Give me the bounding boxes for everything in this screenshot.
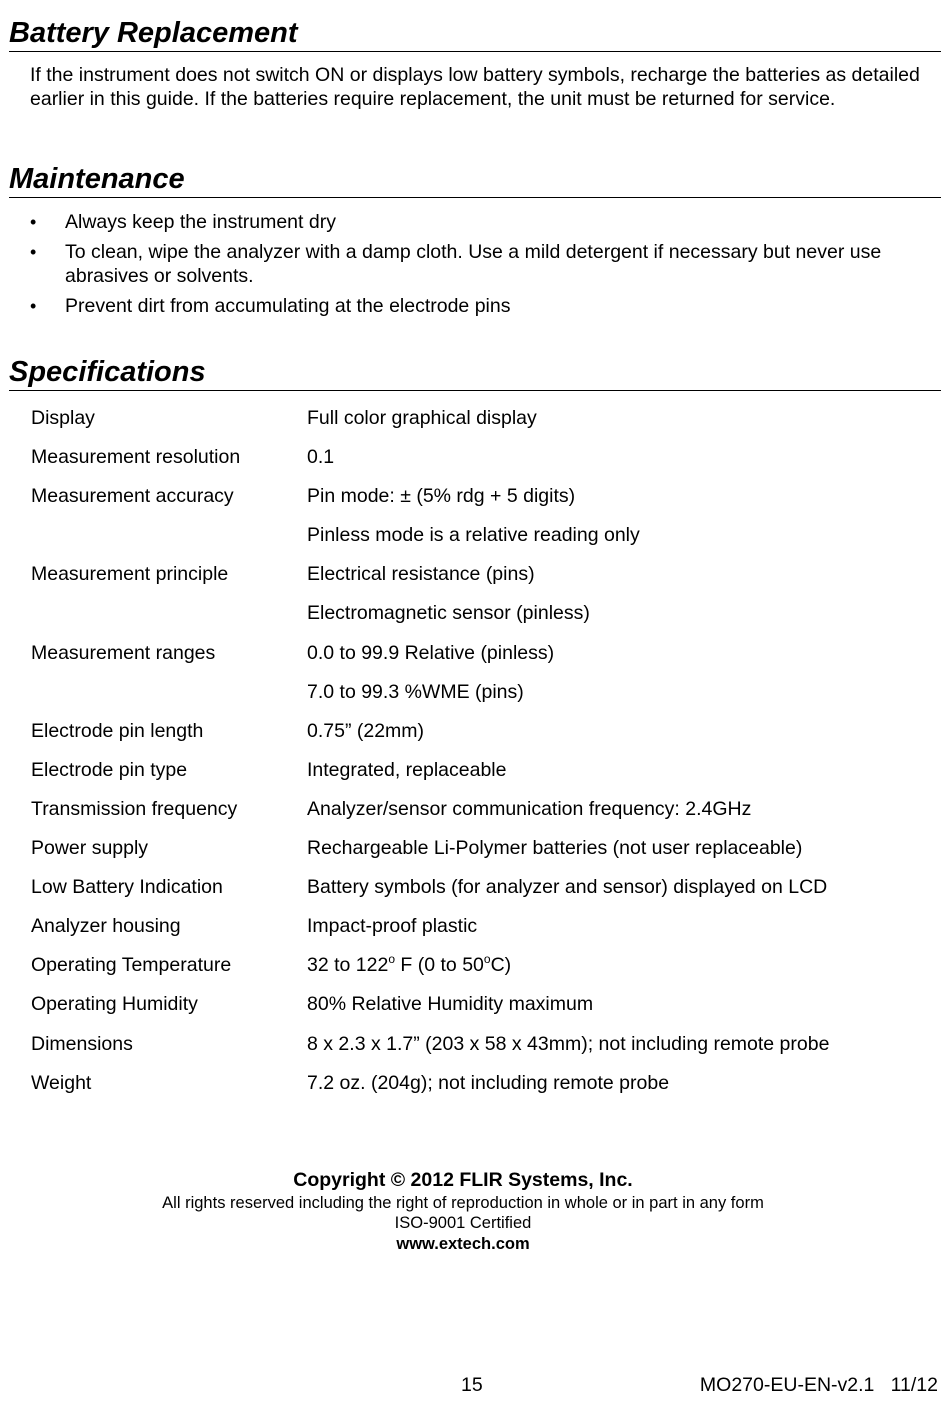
document-id: MO270-EU-EN-v2.1 11/12	[699, 1374, 938, 1396]
spec-value: Pinless mode is a relative reading only	[307, 524, 640, 547]
spec-row-operating-temperature	[31, 951, 931, 990]
spec-row	[31, 443, 931, 482]
spec-row	[31, 717, 931, 756]
spec-value: 7.0 to 99.3 %WME (pins)	[307, 680, 524, 703]
spec-value: 0.75” (22mm)	[307, 719, 425, 742]
iso-certification: ISO-9001 Certified	[394, 1214, 532, 1232]
maintenance-list	[0, 210, 940, 324]
maintenance-item: • Always keep the instrument dry	[0, 210, 940, 234]
spec-label: Display	[31, 407, 95, 429]
spec-label: Measurement principle	[31, 563, 229, 586]
spec-row	[31, 756, 931, 795]
spec-row	[31, 521, 931, 560]
spec-label: Measurement ranges	[31, 641, 216, 664]
spec-row	[31, 639, 931, 678]
spec-value: Pin mode: ± (5% rdg + 5 digits)	[307, 485, 576, 508]
temp-range-c: F (0 to 50	[395, 954, 484, 977]
spec-label	[31, 599, 307, 638]
spec-row	[31, 873, 931, 912]
spec-label	[31, 678, 307, 717]
spec-value: Electromagnetic sensor (pinless)	[307, 602, 590, 625]
temp-range-f: 32 to 122	[307, 954, 389, 977]
page-number: 15	[461, 1374, 483, 1396]
spec-label	[31, 521, 307, 560]
spec-value: Impact-proof plastic	[307, 915, 478, 938]
spec-row	[31, 990, 931, 1029]
spec-value: Battery symbols (for analyzer and sensor) displayed on LCD	[307, 876, 828, 899]
spec-label: Operating Temperature	[31, 954, 232, 977]
spec-row	[31, 599, 931, 638]
degree-symbol: o	[483, 952, 491, 967]
spec-label: Weight	[31, 1071, 92, 1094]
spec-value: 0.1	[307, 446, 335, 469]
spec-value: Electrical resistance (pins)	[307, 563, 535, 586]
spec-value: Rechargeable Li-Polymer batteries (not user replaceable)	[307, 837, 803, 860]
spec-label: Transmission frequency	[31, 797, 238, 820]
spec-value	[307, 951, 931, 990]
spec-value: 8 x 2.3 x 1.7” (203 x 58 x 43mm); not including remote probe	[307, 1032, 830, 1055]
spec-label: Analyzer housing	[31, 915, 181, 938]
spec-value: 0.0 to 99.9 Relative (pinless)	[307, 641, 555, 664]
spec-value: Analyzer/sensor communication frequency: 2.4GHz	[307, 797, 752, 820]
spec-row	[31, 482, 931, 521]
spec-label: Power supply	[31, 837, 149, 860]
spec-label: Low Battery Indication	[31, 876, 223, 899]
spec-row	[31, 834, 931, 873]
maintenance-heading: Maintenance	[9, 162, 941, 198]
spec-label: Electrode pin type	[31, 758, 188, 781]
spec-row	[31, 1030, 931, 1069]
spec-label: Measurement resolution	[31, 446, 241, 469]
spec-row	[31, 1069, 931, 1108]
spec-row	[31, 404, 931, 443]
spec-row	[31, 560, 931, 599]
copyright-notice: Copyright © 2012 FLIR Systems, Inc.	[293, 1169, 633, 1191]
spec-value: Full color graphical display	[307, 407, 537, 429]
spec-row	[31, 912, 931, 951]
spec-value: 80% Relative Humidity maximum	[307, 993, 594, 1016]
maintenance-item: • To clean, wipe the analyzer with a damp cloth. Use a mild detergent if necessary but never use abrasives or solvents.	[0, 240, 940, 288]
temp-unit-c: C)	[490, 954, 512, 977]
battery-replacement-heading: Battery Replacement	[9, 16, 941, 52]
spec-row	[31, 795, 931, 834]
specifications-heading: Specifications	[9, 355, 941, 391]
spec-value: Integrated, replaceable	[307, 758, 507, 781]
rights-statement: All rights reserved including the right of reproduction in whole or in part in any form	[162, 1194, 764, 1212]
spec-label: Operating Humidity	[31, 993, 198, 1016]
specifications-table	[31, 404, 931, 1108]
degree-symbol: o	[388, 952, 396, 967]
spec-label: Measurement accuracy	[31, 485, 234, 508]
spec-value: 7.2 oz. (204g); not including remote probe	[307, 1071, 670, 1094]
spec-label: Dimensions	[31, 1032, 133, 1055]
spec-row	[31, 678, 931, 717]
spec-label: Electrode pin length	[31, 719, 204, 742]
website-link[interactable]: www.extech.com	[396, 1235, 530, 1253]
maintenance-item: • Prevent dirt from accumulating at the electrode pins	[0, 294, 940, 318]
battery-replacement-text: If the instrument does not switch ON or displays low battery symbols, recharge the batteries as detailed earlier in this guide. If the batteries require replacement, the unit must be returned for service.	[30, 64, 920, 110]
